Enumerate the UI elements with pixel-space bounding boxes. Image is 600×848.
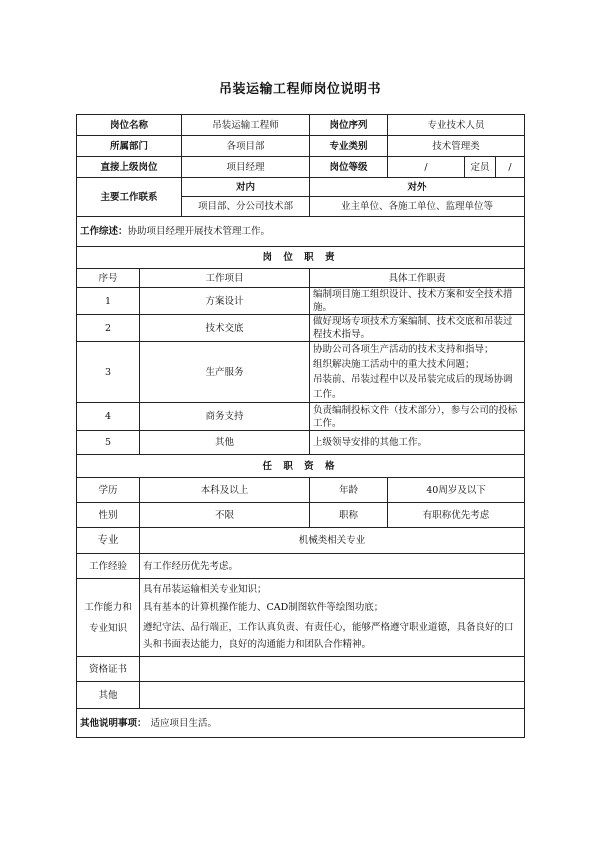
ability-line: 具有基本的计算机操作能力、CAD制图软件等绘图功底；: [143, 601, 384, 613]
row-ability: [77, 579, 525, 657]
row-superior: [77, 157, 525, 178]
duty-no: 5: [77, 431, 140, 455]
duties-col-no: 序号: [77, 269, 140, 288]
position-name-value: 吊装运输工程师: [182, 115, 310, 136]
table-row: [77, 342, 525, 403]
duty-no: 2: [77, 315, 140, 342]
staff-value: /: [496, 157, 525, 178]
cert-value: [140, 657, 525, 682]
duty-item: 方案设计: [140, 288, 310, 315]
external-value: 业主单位、各施工单位、监理单位等: [310, 197, 525, 217]
superior-label: 直接上级岗位: [77, 157, 182, 178]
row-gender: [77, 503, 525, 528]
duty-item: 商务支持: [140, 403, 310, 431]
row-contact-header: [77, 178, 525, 197]
grade-value: /: [388, 157, 465, 178]
duty-item: 其他: [140, 431, 310, 455]
notes-text: 适应项目生活。: [150, 717, 218, 729]
duty-detail: 负责编制投标文件（技术部分），参与公司的投标工作。: [310, 403, 525, 431]
education-label: 学历: [77, 478, 140, 503]
grade-label: 岗位等级: [310, 157, 388, 178]
row-major: [77, 528, 525, 554]
duty-detail: 上级领导安排的其他工作。: [310, 431, 525, 455]
experience-label: 工作经验: [77, 554, 140, 579]
dept-label: 所属部门: [77, 136, 182, 157]
row-qualifications-section: [77, 455, 525, 478]
ability-label-line: 专业知识: [88, 622, 127, 634]
cert-label: 资格证书: [77, 657, 140, 682]
job-description-table: [76, 114, 525, 738]
staff-label: 定员: [465, 157, 496, 178]
duty-line: 协助公司各项生产活动的技术支持和指导；: [313, 344, 494, 355]
title-label: 职称: [310, 503, 388, 528]
ability-line: 具有吊装运输相关专业知识；: [143, 583, 267, 595]
internal-label: 对内: [182, 178, 310, 197]
row-other: [77, 682, 525, 709]
notes-label: 其他说明事项：: [80, 717, 147, 729]
gender-value: 不限: [140, 503, 310, 528]
duty-no: 1: [77, 288, 140, 315]
position-seq-label: 岗位序列: [310, 115, 388, 136]
row-experience: [77, 554, 525, 579]
internal-value: 项目部、分公司技术部: [182, 197, 310, 217]
duty-item: 生产服务: [140, 342, 310, 403]
duty-line: 组织解决施工活动中的重大技术问题；: [313, 359, 475, 370]
row-duties-header: [77, 269, 525, 288]
ability-value: [140, 579, 525, 657]
title-value: 有职称优先考虑: [388, 503, 525, 528]
duties-col-item: 工作项目: [140, 269, 310, 288]
superior-value: 项目经理: [182, 157, 310, 178]
duty-no: 4: [77, 403, 140, 431]
external-label: 对外: [310, 178, 525, 197]
major-value: 机械类相关专业: [140, 528, 525, 554]
duties-section-title: 岗 位 职 责: [77, 247, 525, 269]
table-row: [77, 403, 525, 431]
dept-value: 各项目部: [182, 136, 310, 157]
row-education: [77, 478, 525, 503]
age-value: 40周岁及以下: [388, 478, 525, 503]
row-position-name: [77, 115, 525, 136]
other-label: 其他: [77, 682, 140, 709]
row-duties-section: [77, 247, 525, 269]
summary-text: 协助项目经理开展技术管理工作。: [127, 226, 271, 237]
other-value: [140, 682, 525, 709]
experience-value: 有工作经历优先考虑。: [140, 554, 525, 579]
duty-detail: 做好现场专项技术方案编制、技术交底和吊装过程技术指导。: [310, 315, 525, 342]
document-title: 吊装运输工程师岗位说明书: [218, 82, 381, 97]
summary-label: 工作综述：: [80, 226, 128, 237]
position-name-label: 岗位名称: [77, 115, 182, 136]
position-seq-value: 专业技术人员: [388, 115, 525, 136]
ability-label: [77, 579, 140, 657]
education-value: 本科及以上: [140, 478, 310, 503]
duty-item: 技术交底: [140, 315, 310, 342]
duty-no: 3: [77, 342, 140, 403]
ability-line: 遵纪守法、品行端正，工作认真负责、有责任心，能够严格遵守职业道德，具备良好的口头和书面表达能力，良好的沟通能力和团队合作精神。: [143, 621, 514, 650]
major-label: 专业: [77, 528, 140, 554]
row-summary: [77, 217, 525, 247]
contact-label: 主要工作联系: [77, 178, 182, 217]
table-row: [77, 315, 525, 342]
row-notes: [77, 709, 525, 738]
row-cert: [77, 657, 525, 682]
gender-label: 性别: [77, 503, 140, 528]
qualifications-section-title: 任 职 资 格: [77, 455, 525, 478]
category-value: 技术管理类: [388, 136, 525, 157]
table-row: [77, 431, 525, 455]
duties-col-detail: 具体工作职责: [310, 269, 525, 288]
duty-detail: [310, 342, 525, 403]
row-department: [77, 136, 525, 157]
age-label: 年龄: [310, 478, 388, 503]
table-row: [77, 288, 525, 315]
ability-label-line: 工作能力和: [84, 601, 132, 613]
duty-detail: 编制项目施工组织设计、技术方案和安全技术措施。: [310, 288, 525, 315]
category-label: 专业类别: [310, 136, 388, 157]
duty-line: 吊装前、吊装过程中以及吊装完成后的现场协调工作。: [313, 374, 513, 400]
